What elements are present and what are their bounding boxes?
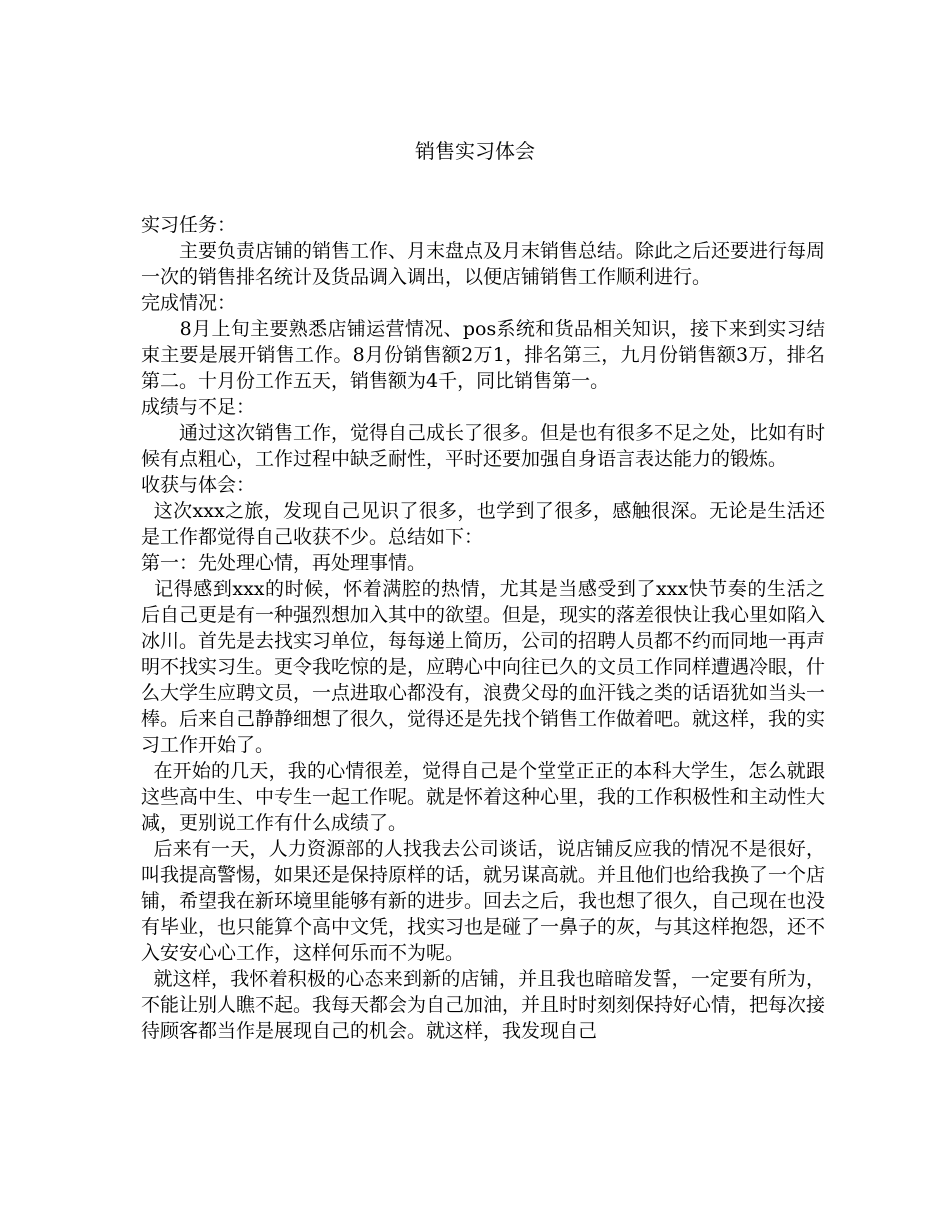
document-body <box>141 212 825 1044</box>
section-heading-gains: 收获与体会： <box>141 474 256 496</box>
section-heading-task: 实习任务： <box>141 214 237 236</box>
paragraph-later: 后来有一天，人力资源部的人找我去公司谈话，说店铺反应我的情况不是很好，叫我提高警惕，如果还是保持原样的话，就另谋高就。并且他们也给我换了一个店铺，希望我在新环境里能够有新的进步。回去之后，我也想了很久，自己现在也没有毕业，也只能算个高中文凭，找实习也是碰了一鼻子的灰，与其这样抱怨，还不入安安心心工作，这样何乐而不为呢。 <box>141 838 826 964</box>
document-title: 销售实习体会 <box>415 139 535 163</box>
paragraph-gains-intro: 这次xxx之旅，发现自己见识了很多，也学到了很多，感触很深。无论是生活还是工作都觉得自己收获不少。总结如下： <box>141 500 825 548</box>
paragraph-early-days: 在开始的几天，我的心情很差，觉得自己是个堂堂正正的本科大学生，怎么就跟这些高中生、中专生一起工作呢。就是怀着这种心里，我的工作积极性和主动性大减，更别说工作有什么成绩了。 <box>141 760 826 834</box>
paragraph-completion: 8月上旬主要熟悉店铺运营情况、pos系统和货品相关知识，接下来到实习结束主要是展开销售工作。8月份销售额2万1，排名第三，九月份销售额3万，排名第二。十月份工作五天，销售额为4千，同比销售第一。 <box>141 318 825 392</box>
section-heading-completion: 完成情况： <box>141 292 237 314</box>
section-heading-results: 成绩与不足： <box>141 396 256 418</box>
subheading-first: 第一：先处理心情，再处理事情。 <box>141 552 427 574</box>
paragraph-results: 通过这次销售工作，觉得自己成长了很多。但是也有很多不足之处，比如有时候有点粗心，工作过程中缺乏耐性，平时还要加强自身语言表达能力的锻炼。 <box>141 422 826 470</box>
paragraph-task: 主要负责店铺的销售工作、月末盘点及月末销售总结。除此之后还要进行每周一次的销售排名统计及货品调入调出，以便店铺销售工作顺利进行。 <box>141 240 826 288</box>
paragraph-memory: 记得感到xxx的时候，怀着满腔的热情，尤其是当感受到了xxx快节奏的生活之后自己更是有一种强烈想加入其中的欲望。但是，现实的落差很快让我心里如陷入冰川。首先是去找实习单位，每每递上简历，公司的招聘人员都不约而同地一再声明不找实习生。更令我吃惊的是，应聘心中向往已久的文员工作同样遭遇冷眼，什么大学生应聘文员，一点进取心都没有，浪费父母的血汗钱之类的话语犹如当头一棒。后来自己静静细想了很久，觉得还是先找个销售工作做着吧。就这样，我的实习工作开始了。 <box>141 578 826 756</box>
paragraph-new-store: 就这样，我怀着积极的心态来到新的店铺，并且我也暗暗发誓，一定要有所为，不能让别人瞧不起。我每天都会为自己加油，并且时时刻刻保持好心情，把每次接待顾客都当作是展现自己的机会。就这样，我发现自己 <box>141 968 826 1042</box>
